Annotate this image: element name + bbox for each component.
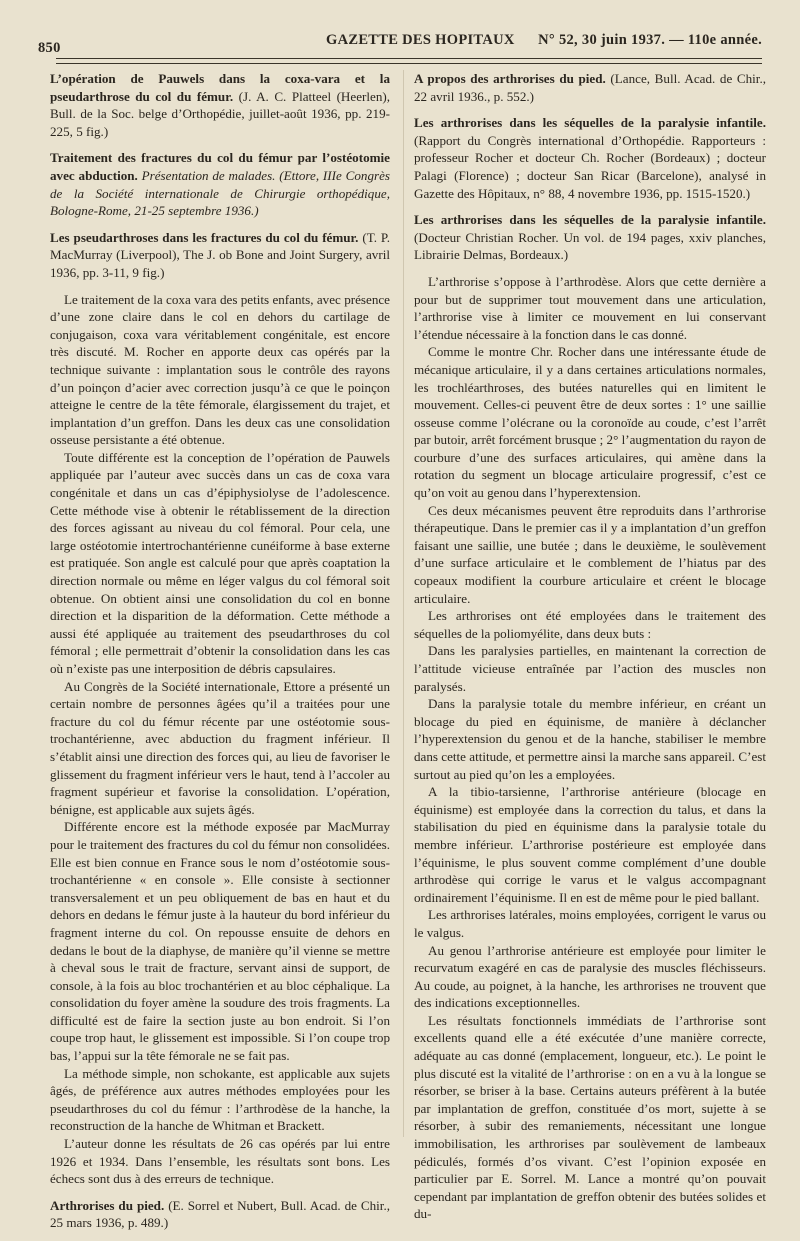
body-paragraph: L’auteur donne les résultats de 26 cas opérés par lui entre 1926 et 1934. Dans l’ensemble, les résultats sont bons. Les échecs sont dus à des erreurs de technique. — [50, 1136, 390, 1187]
body-paragraph: Dans les paralysies partielles, en maintenant la correction de l’attitude vicieuse entraînée par l’action des muscles non paralysés. — [414, 643, 766, 694]
issue-info: N° 52, 30 juin 1937. — 110e année. — [538, 32, 762, 48]
body-paragraph: Les arthrorises latérales, moins employées, corrigent le varus ou le valgus. — [414, 907, 766, 940]
entry-reference: (J. A. C. Platteel (Heerlen), Bull. de la Soc. belge d’Orthopédie, juillet-août 1936, pp. 219-225, 5 fig.) — [50, 88, 390, 139]
entry-reference: (Lance, Bull. Acad. de Chir., 22 avril 1936., p. 552.) — [414, 71, 766, 104]
column-divider — [403, 70, 404, 1137]
body-paragraph: L’arthrorise s’oppose à l’arthrodèse. Alors que cette dernière a pour but de supprimer tout mouvement dans une articulation, l’arthrorise vise à limiter ce mouvement en lui conservant l’étendue nécessaire à la fonction dans le cas donné. — [414, 273, 766, 342]
body-paragraph: Les arthrorises ont été employées dans le traitement des séquelles de la poliomyélite, dans deux buts : — [414, 608, 766, 641]
body-paragraph: Différente encore est la méthode exposée par MacMurray pour le traitement des fractures du col du fémur non consolidées. Elle est bien connue en France sous le nom d’ostéotomie sous-trochantérienne « en console ». Elle consiste à sectionner transversalement et un peu obliquement de bas en haut et du dehors en dedans le fémur juste à la hauteur du bord inférieur du fragment interne du col. On repousse ensuite de dehors en dedans le bout de la diaphyse, de manière qu’il vienne se mettre à cheval sous le trait de fracture, servant ainsi de support, de console, à la fois au bloc trochantérien et au bloc céphalique. La consolidation du foyer amène la soudure des trois fragments. La difficulté est de faire la section juste au bon endroit. Si l’on coupe trop haut, le glissement est impossible. Si l’on coupe trop bas, l’appui sur la tête fémorale ne se fait pas. — [50, 819, 390, 1064]
entry-reference: (Docteur Christian Rocher. Un vol. de 194 pages, xxiv planches, Librairie Delmas, Bordeaux.) — [414, 229, 766, 263]
body-paragraph: A la tibio-tarsienne, l’arthrorise antérieure (blocage en équinisme) est employée dans la correction du talus, et dans la stabilisation du pied en équinisme dans la paralysie totale du membre inférieur. L’arthrorise postérieure est employée dans l’équinisme, le plus souvent comme complément d’une double arthrodèse qui corrige le varus et le valgus accompagnant ordinairement l’équinisme. Il en est de même pour le pied ballant. — [414, 784, 766, 905]
page-number: 850 — [38, 40, 61, 56]
entry-title: L’opération de Pauwels dans la coxa-vara et la pseudarthrose du col du fémur. — [50, 71, 390, 104]
entry-reference: Présentation de malades. (Ettore, IIIe Congrès de la Société internationale de Chirurgie orthopédique, Bologne-Rome, 21-25 septembre 1936.) — [50, 167, 390, 219]
entry-title: Les pseudarthroses dans les fractures du col du fémur. — [50, 229, 359, 245]
entry-title: Les arthrorises dans les séquelles de la paralysie infantile. — [414, 212, 766, 228]
body-paragraph: Au Congrès de la Société internationale, Ettore a présenté un certain nombre de personnes âgées qu’il a traitées pour une fracture du col du fémur récente par une ostéotomie sous-trochantérienne, avec abduction du fragment inférieur. Il s’établit ainsi une direction des forces qui, au lieu de favoriser le glissement du fragment inférieur vers le haut, tend à l’accoler au fragment supérieur et favorise la consolidation. L’opération, bénigne, est applicable aux sujets âgés. — [50, 678, 390, 817]
entry-reference: (T. P. MacMurray (Liverpool), The J. ob Bone and Joint Surgery, avril 1936, pp. 3-11, 9 fig.) — [50, 229, 390, 280]
left-column — [50, 70, 390, 1241]
body-paragraph: Au genou l’arthrorise antérieure est employée pour limiter le recurvatum exagéré en cas de paralysie des muscles fléchisseurs. Au coude, au poignet, à la hanche, les arthrorises ne trouvent que des indications exceptionnelles. — [414, 942, 766, 1011]
entry-title: A propos des arthrorises du pied. — [414, 71, 606, 86]
body-paragraph: Les résultats fonctionnels immédiats de l’arthrorise sont excellents quand elle a été exécutée d’une manière correcte, adéquate au cas donné (emplacement, longueur, etc.). Le point le plus discuté est la vitalité de l’arthrorise : on en a vu à la longue se résorber, se briser à la base. Certains auteurs préfèrent à la butée par implantation de greffon, constituée d’os mort, sujette à se résorber, à subir des remaniements, nécessitant une longue immobilisation, les arthrorises par soulèvement de lambeaux pédiculés, formés d’os vivant. C’est l’opinion exposée en particulier par E. Sorrel. M. Lance a montré qu’on pouvait cependant par implantation de greffon obtenir des butées solides et du- — [414, 1012, 766, 1222]
bibliography-entry — [414, 70, 766, 105]
body-paragraph: Comme le montre Chr. Rocher dans une intéressante étude de mécanique articulaire, il y a dans certaines articulations normales, les trochléarthroses, des butées naturelles qui en limitent le mouvement. Celles-ci peuvent être de deux sortes : 1° une saillie osseuse comme l’olécrane ou la coronoïde au coude, c’est l’arrêt par butoir, arrêt forcément brusque ; 2° l’augmentation du rayon de courbure d’une des surfaces articulaires, qui amène dans la rotation du segment un blocage articulaire progressif, c’est ce qu’on voit au genou dans l’hyperextension. — [414, 344, 766, 501]
body-paragraph: Dans la paralysie totale du membre inférieur, en créant un blocage du pied en équinisme, de manière à déclancher l’hyperextension du genou et de la hanche, stabiliser le membre dans cette attitude, et permettre ainsi la marche sans appareil. C’est surtout au pied qu’on les a employées. — [414, 696, 766, 782]
bibliography-entry — [50, 1197, 390, 1232]
bibliography-entry — [414, 211, 766, 264]
entry-title: Traitement des fractures du col du fémur par l’ostéotomie avec abduction. — [50, 150, 390, 183]
entry-reference: (E. Sorrel et Nubert, Bull. Acad. de Chir., 25 mars 1936, p. 489.) — [50, 1197, 390, 1231]
header-rule-top — [56, 58, 762, 59]
bibliography-entry — [50, 229, 390, 282]
body-paragraph: Ces deux mécanismes peuvent être reproduits dans l’arthrorise thérapeutique. Dans le premier cas il y a implantation d’un greffon faisant une saillie, une butée ; dans le deuxième, le soulèvement d’une surface articulaire et le comblement de l’hiatus par des copeaux modifient la courbure articulaire et créent le blocage articulaire. — [414, 502, 766, 606]
bibliography-entry — [50, 149, 390, 219]
body-paragraph: La méthode simple, non schokante, est applicable aux sujets âgés, de préférence aux autres méthodes employées pour les pseudarthroses du col du fémur : l’arthrodèse de la hanche, la reconstruction de la hanche de Whitman et Brackett. — [50, 1065, 390, 1134]
entry-title: Les arthrorises dans les séquelles de la paralysie infantile. — [414, 115, 766, 131]
body-paragraph: Le traitement de la coxa vara des petits enfants, avec présence d’une zone claire dans le col en dehors du cartilage de conjugaison, coxa vara véritablement congénitale, est encore très discuté. M. Rocher en apporte deux cas opérés par la technique suivante : implantation sous le contrôle des rayons d’un poinçon d’acier avec correction jusqu’à ce que le poinçon atteigne le centre de la tête fémorale, élargissement du trajet, et implantation d’un greffon. Dans les deux cas une consolidation osseuse persistante a été obtenue. — [50, 291, 390, 448]
entry-title: Arthrorises du pied. — [50, 1197, 165, 1213]
bibliography-entry — [414, 114, 766, 202]
header-rule-bottom — [56, 63, 762, 64]
entry-reference: (Rapport du Congrès international d’Orthopédie. Rapporteurs : professeur Rocher et docteur Ch. Rocher (Bordeaux) ; docteur Palagi (Florence) ; docteur San Ricar (Barcelone), analysé in Gazette des Hôpitaux, n° 88, 4 novembre 1936, pp. 1515-1520.) — [414, 132, 766, 201]
journal-title: GAZETTE DES HOPITAUX — [326, 32, 515, 48]
body-paragraph: Toute différente est la conception de l’opération de Pauwels appliquée par l’auteur avec succès dans un cas de coxa vara congénitale et dans un cas d’épiphysiolyse de l’adolescence. Cette méthode vise à obtenir le rétablissement de la direction des forces agissant au niveau du col fémoral. Pour cela, une large ostéotomie intertrochantérienne cunéiforme à base externe est pratiquée. Son angle est calculé pour que après coaptation la direction normale ou même en léger valgus du col fémoral soit obtenue. On obtient ainsi une consolidation du col en bonne direction et la disparition de la déformation. Cette méthode a aussi été appliquée au traitement des pseudarthroses du col fémoral ; elle permettrait d’obtenir la consolidation dans les cas où n’existe pas une interposition de débris capsulaires. — [50, 449, 390, 676]
right-column — [414, 70, 766, 1223]
running-header — [38, 32, 770, 56]
bibliography-entry — [50, 70, 390, 140]
